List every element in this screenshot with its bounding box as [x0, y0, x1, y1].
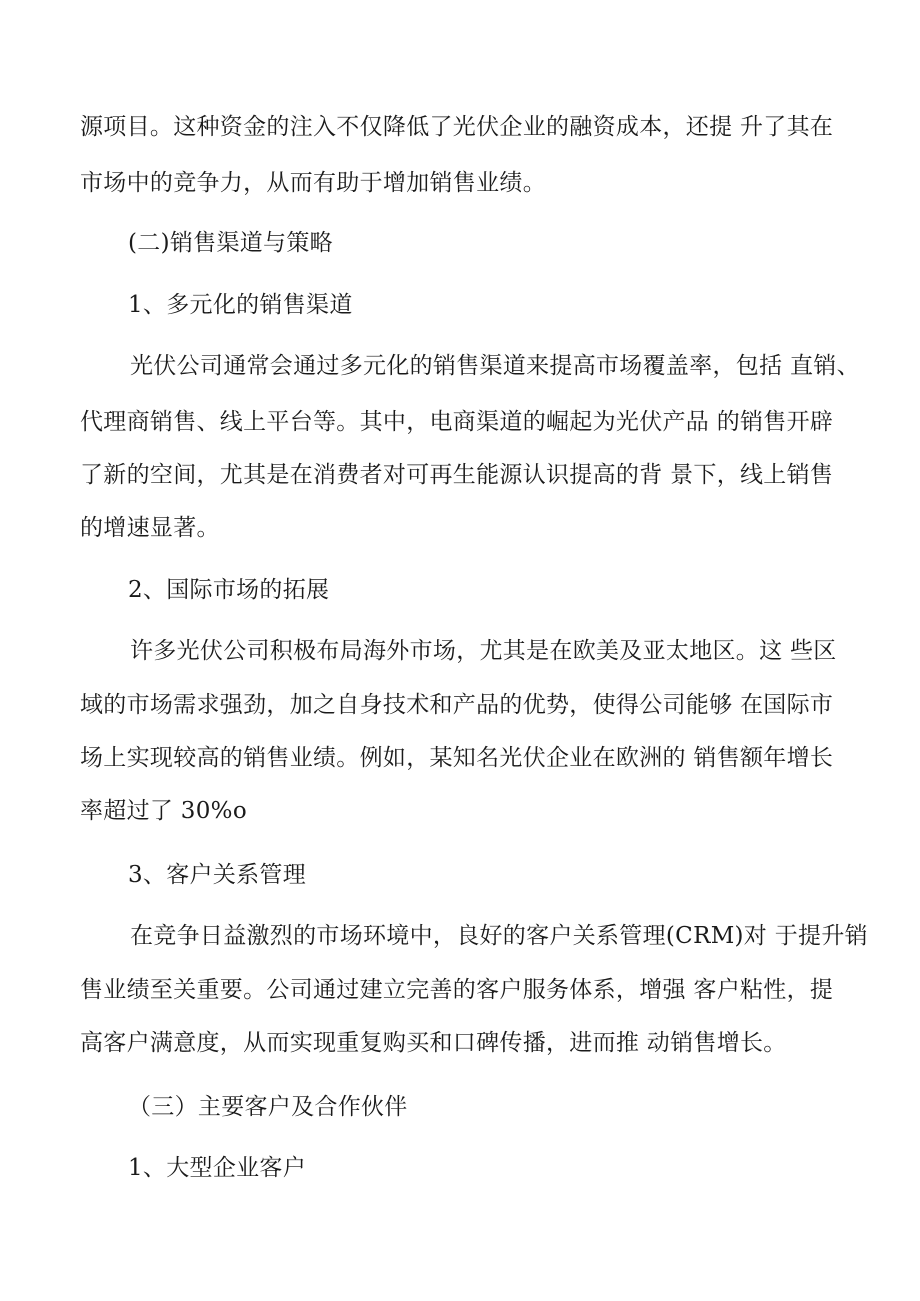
subsection-heading: 1、大型企业客户: [128, 1155, 307, 1181]
paragraph-line: 源项目。这种资金的注入不仅降低了光伏企业的融资成本，还提 升了其在: [80, 114, 834, 140]
paragraph-line: 了新的空间，尤其是在消费者对可再生能源认识提高的背 景下，线上销售: [80, 462, 834, 488]
paragraph-line: 率超过了 30%o: [80, 798, 247, 824]
subsection-heading: 1、多元化的销售渠道: [128, 292, 353, 318]
section-heading: （三）主要客户及合作伙伴: [128, 1094, 408, 1120]
paragraph-line: 许多光伏公司积极布局海外市场，尤其是在欧美及亚太地区。这 些区: [130, 638, 837, 664]
subsection-heading: 3、客户关系管理: [128, 862, 307, 888]
paragraph-line: 代理商销售、线上平台等。其中，电商渠道的崛起为光伏产品 的销售开辟: [80, 409, 834, 435]
paragraph-line: 高客户满意度，从而实现重复购买和口碑传播，进而推 动销售增长。: [80, 1030, 787, 1056]
paragraph-line: 光伏公司通常会通过多元化的销售渠道来提高市场覆盖率，包括 直销、: [130, 353, 860, 379]
paragraph-line: 域的市场需求强劲，加之自身技术和产品的优势，使得公司能够 在国际市: [80, 692, 834, 718]
section-heading: (二)销售渠道与策略: [128, 230, 333, 256]
paragraph-line: 售业绩至关重要。公司通过建立完善的客户服务体系，增强 客户粘性，提: [80, 977, 834, 1003]
paragraph-line: 场上实现较高的销售业绩。例如，某知名光伏企业在欧洲的 销售额年增长: [80, 745, 834, 771]
paragraph-line: 的增速显著。: [80, 515, 220, 541]
subsection-heading: 2、国际市场的拓展: [128, 577, 330, 603]
paragraph-line: 市场中的竞争力，从而有助于增加销售业绩。: [80, 170, 546, 196]
paragraph-line: 在竞争日益激烈的市场环境中，良好的客户关系管理(CRM)对 于提升销: [130, 923, 868, 949]
